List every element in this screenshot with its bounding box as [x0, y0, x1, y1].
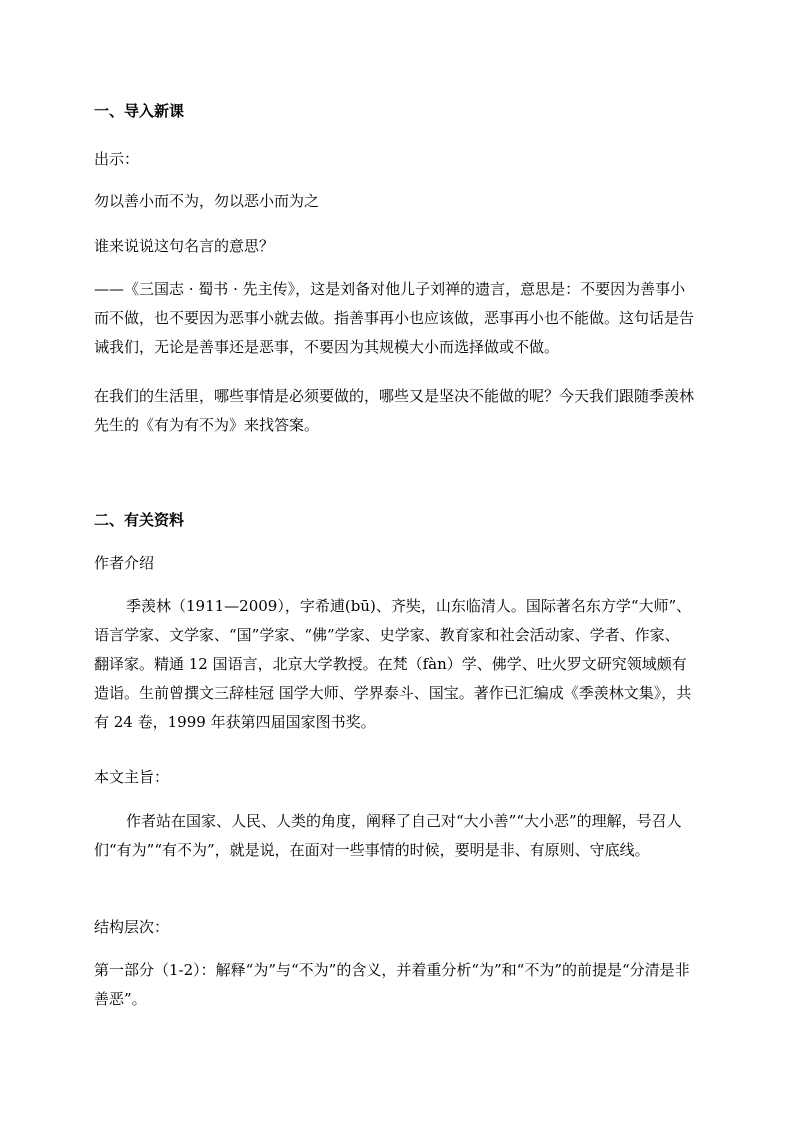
intro-paragraph: 在我们的生活里，哪些事情是必须要做的，哪些又是坚决不能做的呢？今天我们跟随季羡林先生的《有为有不为》来找答案。: [94, 387, 695, 434]
show-label: 出示：: [94, 150, 140, 168]
author-paragraph: 季羡林（1911—2009），字希逋(bū)、齐奘，山东临清人。国际著名东方学“大师”、语言学家、文学家、“国”学家、“佛”学家、史学家、教育家和社会活动家、学者、作家、翻译家。精通 12 国语言，北京大学教授。在梵（fàn）学、佛学、吐火罗文研究领域颇有造诣。生前曾撰文三辞桂冠 国学大师、学界泰斗、国宝。著作已汇编成《季羡林文集》，共有 24 卷，1999 年获第四届国家图书奖。: [94, 597, 692, 731]
section2-heading: 二、有关资料: [94, 511, 185, 529]
structure-part1: 第一部分（1-2）：解释“为”与“不为”的含义，并着重分析“为”和“不为”的前提是“分清是非善恶”。: [94, 961, 690, 1008]
question-text: 谁来说说这句名言的意思？: [94, 237, 275, 255]
structure-label: 结构层次：: [94, 918, 170, 936]
author-label: 作者介绍: [94, 554, 155, 572]
theme-paragraph: 作者站在国家、人民、人类的角度，阐释了自己对“大小善”“大小恶”的理解，号召人们“有为”“有不为”，就是说，在面对一些事情的时候，要明是非、有原则、守底线。: [94, 812, 682, 859]
theme-label: 本文主旨：: [94, 768, 170, 786]
section1-heading: 一、导入新课: [94, 102, 185, 120]
quote-text: 勿以善小而不为，勿以恶小而为之: [94, 192, 320, 210]
explanation-paragraph: ——《三国志 · 蜀书 · 先主传》，这是刘备对他儿子刘禅的遗言，意思是：不要因为善事小而不做，也不要因为恶事小就去做。指善事再小也应该做，恶事再小也不能做。这句话是告诫我们，无论是善事还是恶事，不要因为其规模大小而选择做或不做。: [94, 280, 695, 356]
